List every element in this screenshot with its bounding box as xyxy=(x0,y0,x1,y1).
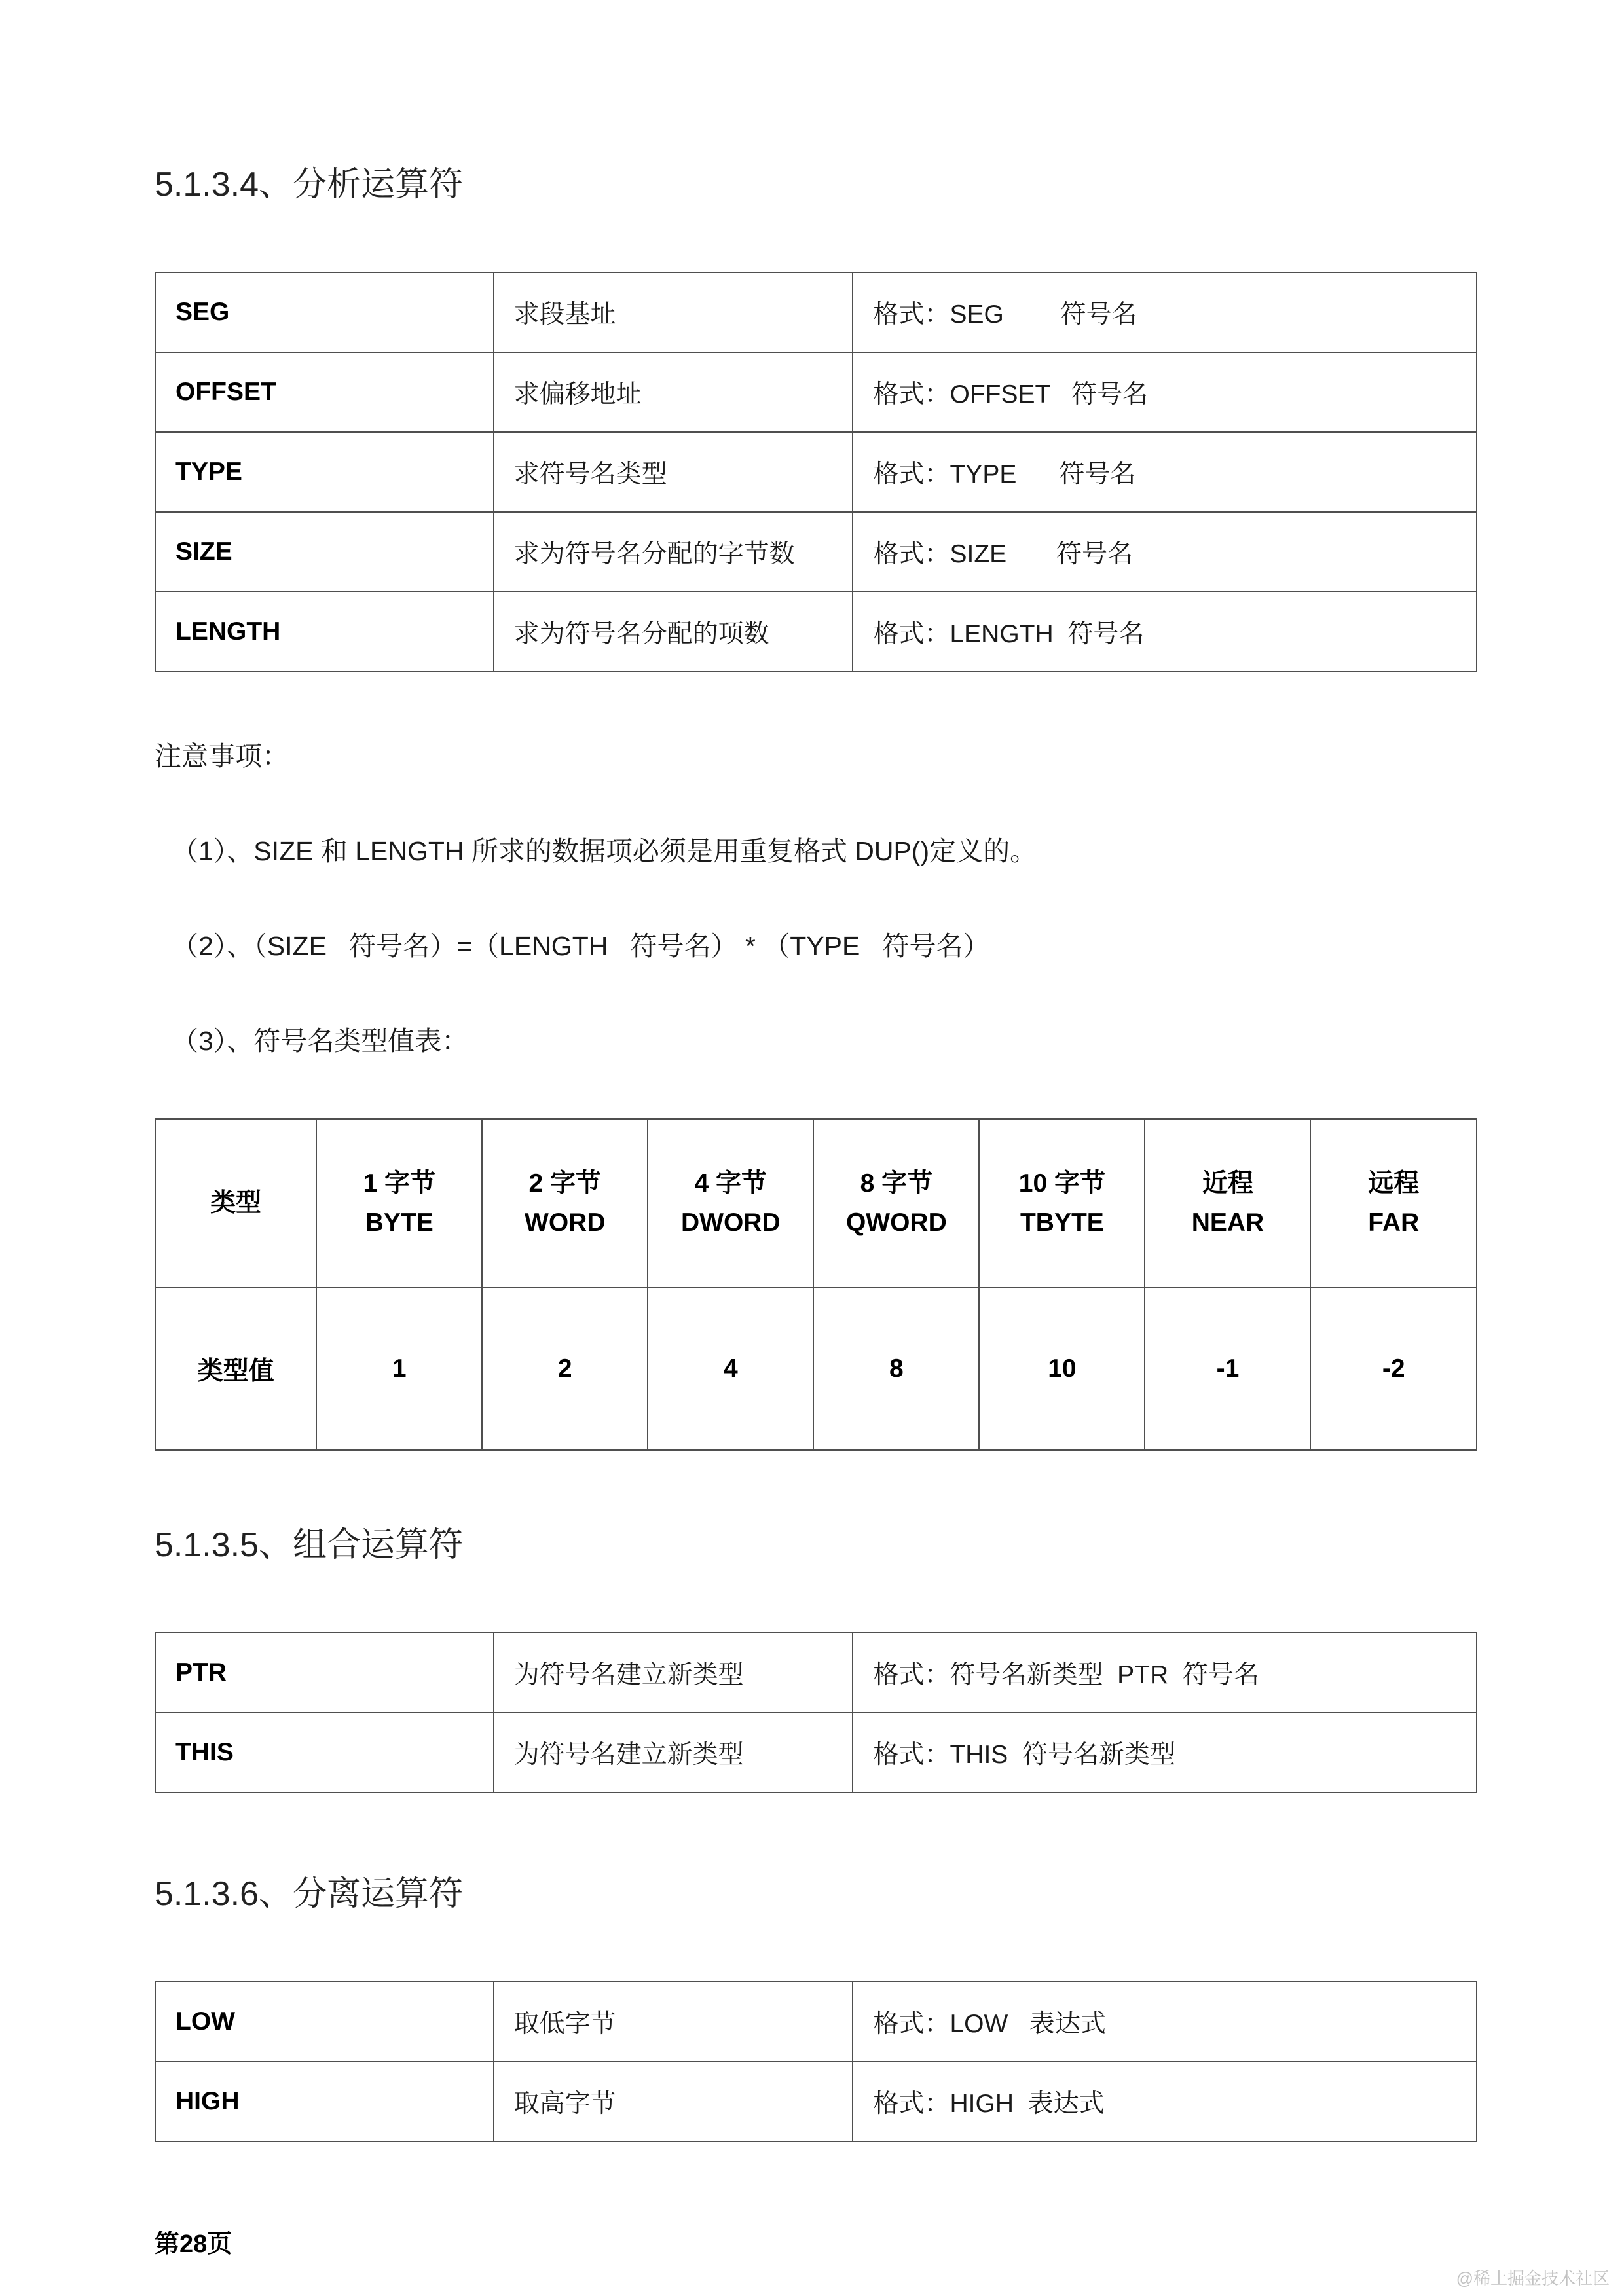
operator-cell: PTR xyxy=(155,1633,494,1713)
table-row xyxy=(155,272,1477,352)
type-size-label: 2 字节 xyxy=(528,1169,602,1197)
format-cell: 格式：HIGH 表达式 xyxy=(853,2062,1477,2141)
type-name-label: WORD xyxy=(525,1209,606,1237)
table-row xyxy=(155,592,1477,672)
type-header-cell xyxy=(979,1119,1145,1288)
type-value-cell: 1 xyxy=(316,1288,482,1450)
type-header-row xyxy=(155,1119,1477,1288)
table-row xyxy=(155,1982,1477,2062)
format-cell: 格式：SEG 符号名 xyxy=(853,272,1477,352)
type-name-label: TBYTE xyxy=(1020,1209,1104,1237)
description-cell: 求段基址 xyxy=(494,272,853,352)
type-value-cell: -1 xyxy=(1145,1288,1310,1450)
section-heading-separate-operators: 5.1.3.6、分离运算符 xyxy=(155,1875,464,1913)
description-cell: 为符号名建立新类型 xyxy=(494,1713,853,1793)
type-value-cell: 4 xyxy=(648,1288,813,1450)
description-cell: 取高字节 xyxy=(494,2062,853,2141)
operator-cell: LENGTH xyxy=(155,592,494,672)
table-row xyxy=(155,512,1477,592)
operator-cell: OFFSET xyxy=(155,352,494,432)
type-name-label: QWORD xyxy=(845,1209,947,1237)
format-cell: 格式：THIS 符号名新类型 xyxy=(853,1713,1477,1793)
type-size-label: 远程 xyxy=(1368,1169,1420,1197)
table-row xyxy=(155,1633,1477,1713)
note-item: （3）、符号名类型值表： xyxy=(172,1026,469,1056)
table-row xyxy=(155,352,1477,432)
type-header-cell xyxy=(648,1119,813,1288)
type-value-table xyxy=(155,1118,1477,1451)
table-row xyxy=(155,2062,1477,2141)
table-row xyxy=(155,1713,1477,1793)
format-cell: 格式：LOW 表达式 xyxy=(853,1982,1477,2062)
type-header-cell xyxy=(316,1119,482,1288)
type-name-label: BYTE xyxy=(365,1209,434,1237)
table-row xyxy=(155,432,1477,512)
description-cell: 为符号名建立新类型 xyxy=(494,1633,853,1713)
section-heading-analysis-operators: 5.1.3.4、分析运算符 xyxy=(155,166,464,204)
section-heading-combine-operators: 5.1.3.5、组合运算符 xyxy=(155,1526,464,1564)
watermark: @稀土掘金技术社区 xyxy=(1456,2269,1610,2288)
format-cell: 格式：符号名新类型 PTR 符号名 xyxy=(853,1633,1477,1713)
type-size-label: 8 字节 xyxy=(860,1169,933,1197)
type-name-label: DWORD xyxy=(680,1209,781,1237)
separate-operator-table xyxy=(155,1981,1477,2142)
operator-cell: HIGH xyxy=(155,2062,494,2141)
format-cell: 格式：OFFSET 符号名 xyxy=(853,352,1477,432)
operator-cell: SIZE xyxy=(155,512,494,592)
combine-operator-table xyxy=(155,1632,1477,1793)
type-name-label: FAR xyxy=(1368,1209,1420,1237)
operator-cell: THIS xyxy=(155,1713,494,1793)
description-cell: 求偏移地址 xyxy=(494,352,853,432)
format-cell: 格式：LENGTH 符号名 xyxy=(853,592,1477,672)
type-value-cell: 10 xyxy=(979,1288,1145,1450)
type-header-cell xyxy=(482,1119,648,1288)
type-header-cell xyxy=(1310,1119,1477,1288)
type-value-cell: 8 xyxy=(813,1288,979,1450)
type-size-label: 近程 xyxy=(1202,1169,1253,1197)
type-size-label: 1 字节 xyxy=(363,1169,435,1197)
type-value-label-cell: 类型值 xyxy=(155,1288,316,1450)
type-size-label: 4 字节 xyxy=(694,1169,767,1197)
analysis-operator-table xyxy=(155,272,1477,672)
notes-title: 注意事项： xyxy=(155,741,289,771)
type-corner-label: 类型 xyxy=(210,1188,262,1217)
description-cell: 求为符号名分配的项数 xyxy=(494,592,853,672)
type-size-label: 10 字节 xyxy=(1018,1169,1105,1197)
type-name-label: NEAR xyxy=(1191,1209,1264,1237)
description-cell: 求为符号名分配的字节数 xyxy=(494,512,853,592)
note-item: （1）、SIZE 和 LENGTH 所求的数据项必须是用重复格式 DUP()定义的。 xyxy=(172,836,1037,866)
type-value-cell: -2 xyxy=(1310,1288,1477,1450)
type-header-cell xyxy=(1145,1119,1310,1288)
operator-cell: SEG xyxy=(155,272,494,352)
type-value-row xyxy=(155,1288,1477,1450)
type-corner-cell xyxy=(155,1119,316,1288)
operator-cell: LOW xyxy=(155,1982,494,2062)
description-cell: 取低字节 xyxy=(494,1982,853,2062)
format-cell: 格式：SIZE 符号名 xyxy=(853,512,1477,592)
page-footer: 第28页 xyxy=(155,2231,232,2258)
operator-cell: TYPE xyxy=(155,432,494,512)
notes-block xyxy=(155,735,1477,1058)
note-item: （2）、（SIZE 符号名）=（LENGTH 符号名） * （TYPE 符号名） xyxy=(172,931,990,961)
type-value-cell: 2 xyxy=(482,1288,648,1450)
description-cell: 求符号名类型 xyxy=(494,432,853,512)
format-cell: 格式：TYPE 符号名 xyxy=(853,432,1477,512)
type-header-cell xyxy=(813,1119,979,1288)
